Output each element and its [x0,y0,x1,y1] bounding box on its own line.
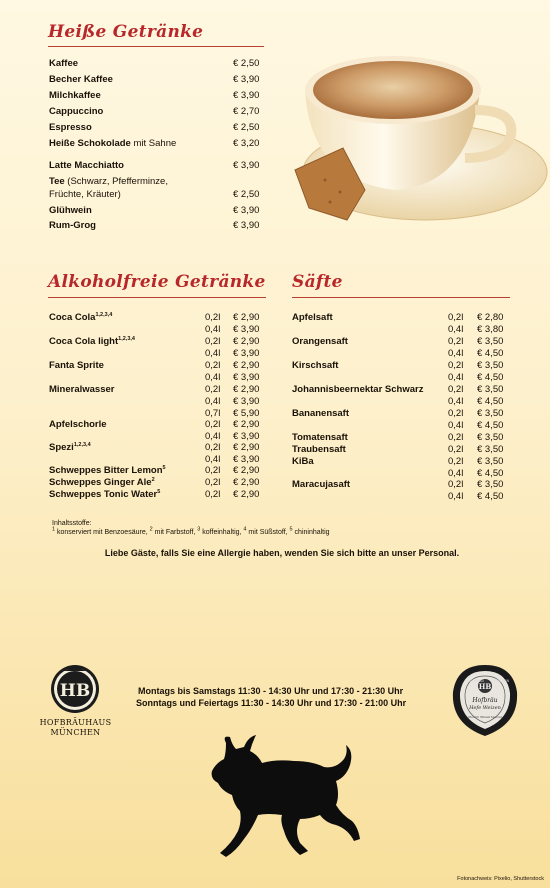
hot-drink-price: € 3,90 [233,205,260,216]
juice-price: € 4,50 [477,467,504,479]
hot-drink-price: € 3,90 [233,90,260,101]
ingredients-footnote [52,528,330,537]
footnote-number: 5 [289,526,293,533]
juice-volume: 0,2l [448,336,464,347]
juice-price: € 3,80 [477,323,504,335]
juice-price: € 3,50 [477,360,504,371]
hot-drink-name [49,121,92,134]
opening-hours-weekdays: Montags bis Samstags 11:30 - 14:30 Uhr und 17:30 - 21:30 Uhr [138,686,404,696]
juice-label: Tomatensaft [292,432,348,443]
juices-heading: Säfte [292,272,343,292]
juice-label: Kirschsaft [292,360,339,371]
hot-drink-label: Rum-Grog [49,220,96,231]
hot-drink-label: Latte Macchiatto [49,160,124,171]
hot-drink-name [49,73,113,86]
footnote-text: konserviert mit Benzoesäure, [55,529,150,536]
hot-drinks-rule [48,46,264,47]
juice-volume: 0,2l [448,312,464,323]
juice-volume: 0,4l [448,419,464,431]
soft-drinks-rule [48,297,266,298]
soft-drink-volume: 0,2l [205,489,221,500]
soft-drink-label: Schweppes Bitter Lemon [49,465,163,476]
soft-drink-volume: 0,2l [205,384,221,395]
hot-drink-note: mit Sahne [130,138,177,149]
juice-volume: 0,4l [448,323,464,335]
soft-drink-label: Coca Cola [49,312,96,323]
ingredients-label: Inhaltsstoffe: [52,520,92,527]
juice-label: Apfelsaft [292,312,333,323]
soft-drink-volume: 0,2l [205,312,221,323]
hot-drink-label: Cappuccino [49,106,104,117]
juice-name [292,478,350,491]
hot-drink-label: Becher Kaffee [49,74,113,85]
juice-volume: 0,2l [448,408,464,419]
juice-price: € 4,50 [477,371,504,383]
juice-price: € 3,50 [477,456,504,467]
hot-drink-label: Espresso [49,122,92,133]
juice-label: Orangensaft [292,336,348,347]
juice-volume: 0,2l [448,444,464,455]
juice-price: € 3,50 [477,479,504,490]
juice-name [292,359,338,372]
footnote-text: mit Süßstoff, [246,529,290,536]
soft-drink-price: € 2,90 [233,312,260,323]
footnote-text: chininhaltig [292,529,330,536]
soft-drink-volume: 0,7l [205,407,221,419]
soft-drink-volume: 0,4l [205,430,221,442]
soft-drink-price: € 2,90 [233,360,260,371]
juice-price: € 3,50 [477,336,504,347]
juice-label: KiBa [292,456,314,467]
soft-drinks-heading: Alkoholfreie Getränke [48,272,266,292]
juice-price: € 3,50 [477,408,504,419]
opening-hours-sundays: Sonntags und Feiertags 11:30 - 14:30 Uhr und 17:30 - 21:00 Uhr [136,698,407,708]
soft-drink-label: Apfelschorle [49,419,107,430]
soft-drink-label: Schweppes Ginger Ale [49,477,152,488]
soft-drink-volume: 0,4l [205,453,221,465]
footnote-number: 1 [52,526,56,533]
soft-drink-label: Spezi [49,442,74,453]
juice-volume: 0,2l [448,384,464,395]
soft-drink-name [49,418,107,431]
soft-drink-price: € 3,90 [233,453,260,465]
juice-price: € 3,50 [477,384,504,395]
hot-drink-name [49,137,176,150]
hot-drink-price: € 3,90 [233,160,260,171]
soft-drink-footnote-ref: 5 [162,464,166,471]
juice-volume: 0,4l [448,490,464,502]
hot-drink-price: € 2,50 [233,58,260,69]
label-monogram: HB [478,682,492,691]
soft-drink-price: € 3,90 [233,371,260,383]
label-ring-bottom: Munich Wheat Special [468,715,502,719]
juice-name [292,455,314,468]
soft-drink-volume: 0,2l [205,465,221,476]
juice-label: Johannisbeernektar Schwarz [292,384,424,395]
soft-drink-volume: 0,4l [205,395,221,407]
hot-drink-label: Glühwein [49,205,92,216]
hofbraeuhaus-logo [50,663,100,715]
soft-drink-price: € 2,90 [233,419,260,430]
soft-drink-volume: 0,4l [205,323,221,335]
soft-drink-footnote-ref: 1,2,3,4 [73,441,91,448]
juice-volume: 0,4l [448,347,464,359]
soft-drink-price: € 2,90 [233,489,260,500]
juice-volume: 0,2l [448,479,464,490]
logo-text-line1: HOFBRÄUHAUS [39,718,112,727]
soft-drink-price: € 3,90 [233,323,260,335]
soft-drink-volume: 0,2l [205,477,221,488]
hot-drink-label: Heiße Schokolade [49,138,131,149]
soft-drink-name [49,359,104,372]
photo-credit: Fotonachweis: Pixelio, Shutterstock [457,876,544,882]
hot-drink-name [49,89,101,102]
soft-drink-label: Fanta Sprite [49,360,104,371]
label-ring-top: HOFBRÄU [467,679,485,683]
hot-drink-price: € 2,50 [233,122,260,133]
juice-volume: 0,2l [448,360,464,371]
soft-drink-footnote-ref: 2 [151,476,155,483]
juice-price: € 3,50 [477,432,504,443]
label-script-1: Hofbräu [472,697,498,704]
hot-drink-name [49,57,78,70]
juice-volume: 0,2l [448,456,464,467]
soft-drink-name [49,488,160,501]
hot-drink-name [49,219,96,232]
hot-drink-price: € 3,20 [233,138,260,149]
hot-drink-price: € 2,70 [233,106,260,117]
soft-drink-price: € 2,90 [233,442,260,453]
soft-drink-volume: 0,2l [205,360,221,371]
juices-rule [292,297,510,298]
hot-drinks-heading: Heiße Getränke [48,22,204,42]
soft-drink-volume: 0,4l [205,371,221,383]
hot-drink-label: Milchkaffee [49,90,101,101]
soft-drink-volume: 0,2l [205,336,221,347]
hot-drink-name [49,159,124,172]
juice-price: € 2,80 [477,312,504,323]
hot-drink-price: € 2,50 [233,189,260,200]
hot-drink-label: Kaffee [49,58,79,69]
label-ring-right: MÜNCHEN [491,679,510,683]
footnote-number: 3 [197,526,201,533]
juice-volume: 0,4l [448,467,464,479]
hot-drink-name [49,105,103,118]
juice-volume: 0,2l [448,432,464,443]
soft-drink-label: Coca Cola light [49,336,119,347]
soft-drink-price: € 3,90 [233,430,260,442]
juice-price: € 4,50 [477,347,504,359]
juice-name [292,383,423,396]
soft-drink-name [49,441,91,454]
juice-label: Bananensaft [292,408,350,419]
hot-drink-note-continued: Früchte, Kräuter) [49,189,121,200]
hot-drink-price: € 3,90 [233,74,260,85]
soft-drink-price: € 5,90 [233,407,260,419]
soft-drink-label: Mineralwasser [49,384,115,395]
footnote-text: koffeinhaltig, [200,529,244,536]
soft-drink-price: € 3,90 [233,395,260,407]
soft-drink-name [49,383,114,396]
juice-name [292,407,349,420]
footnote-text: mit Farbstoff, [152,529,198,536]
juice-volume: 0,4l [448,371,464,383]
soft-drink-label: Schweppes Tonic Water [49,489,158,500]
soft-drink-volume: 0,4l [205,347,221,359]
juice-label: Traubensaft [292,444,346,455]
juice-price: € 4,50 [477,490,504,502]
juice-name [292,311,333,324]
footnote-number: 4 [243,526,247,533]
soft-drink-volume: 0,2l [205,419,221,430]
soft-drink-footnote-ref: 5 [157,488,161,495]
hot-drink-label: Tee [49,176,65,187]
soft-drink-volume: 0,2l [205,442,221,453]
bull-silhouette-image [196,735,366,860]
hot-drink-name [49,204,92,217]
logo-monogram: HB [59,681,91,701]
juice-price: € 4,50 [477,419,504,431]
logo-text-line2: MÜNCHEN [50,728,101,737]
coffee-cup-image [285,30,550,230]
allergy-note: Liebe Gäste, falls Sie eine Allergie haben, wenden Sie sich bitte an unser Personal. [104,548,460,558]
soft-drink-footnote-ref: 1,2,3,4 [95,311,113,318]
juice-price: € 4,50 [477,395,504,407]
juice-label: Maracujasaft [292,479,351,490]
hefeweizen-label-image [449,662,521,738]
soft-drink-price: € 2,90 [233,465,260,476]
soft-drink-price: € 2,90 [233,384,260,395]
soft-drink-name [49,335,135,348]
hot-drink-price: € 3,90 [233,220,260,231]
soft-drink-price: € 2,90 [233,336,260,347]
juice-name [292,335,348,348]
soft-drink-price: € 3,90 [233,347,260,359]
hot-drink-name [49,175,168,201]
label-script-2: Hefe Weizen [469,705,501,711]
footnote-number: 2 [149,526,153,533]
juice-price: € 3,50 [477,444,504,455]
juice-volume: 0,4l [448,395,464,407]
soft-drink-name [49,311,112,324]
soft-drink-price: € 2,90 [233,477,260,488]
soft-drink-footnote-ref: 1,2,3,4 [118,335,135,342]
hot-drink-note: (Schwarz, Pfefferminze, [64,176,168,187]
